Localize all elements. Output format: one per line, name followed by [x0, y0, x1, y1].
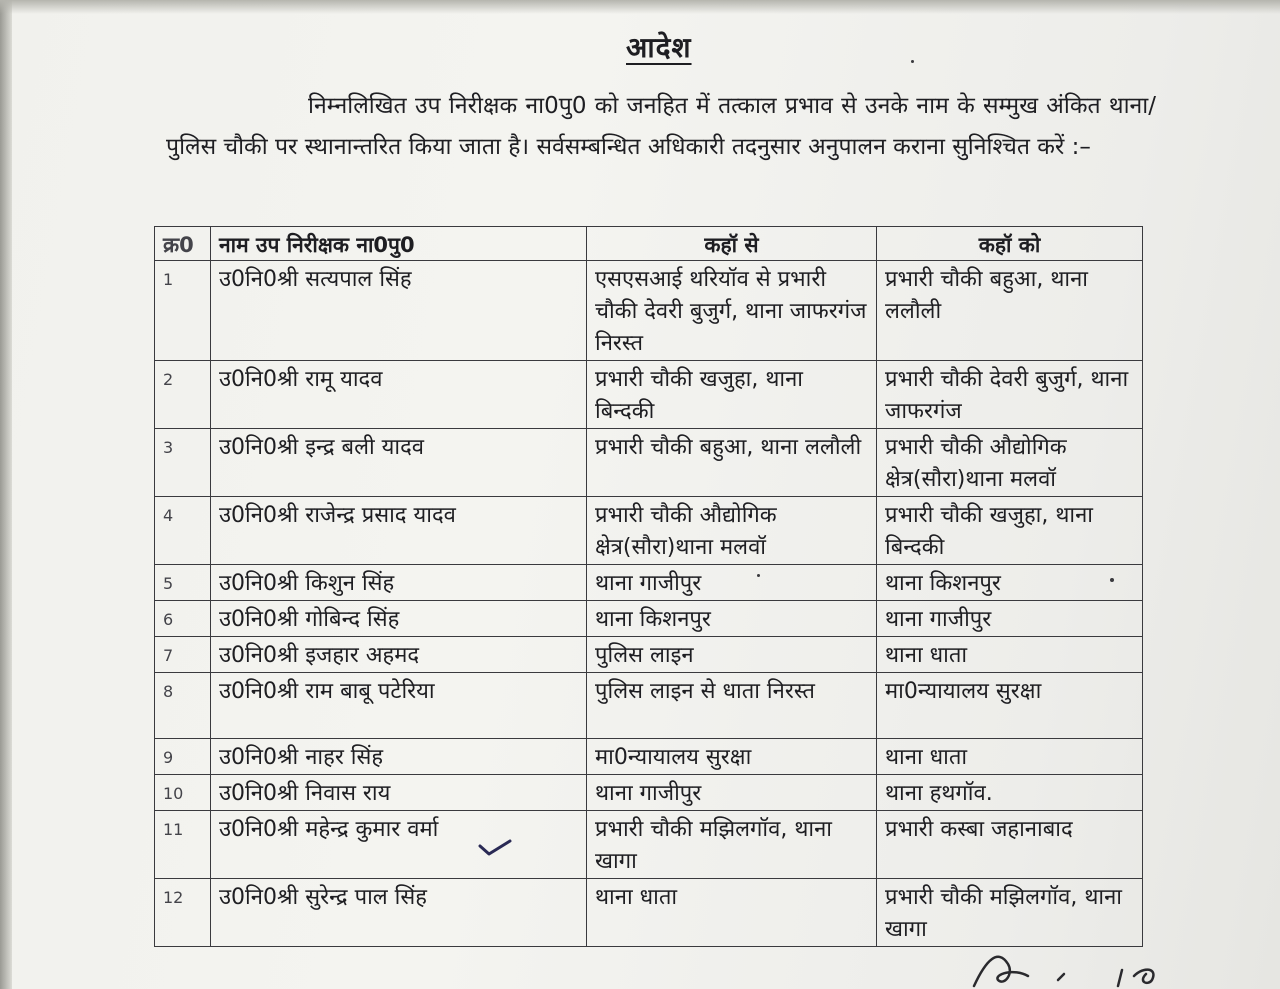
ink-speck — [1110, 578, 1114, 582]
cell-from: थाना गाजीपुर — [587, 565, 877, 601]
cell-from: एसएसआई थरियॉव से प्रभारी चौकी देवरी बुजुर्ग, थाना जाफरगंज निरस्त — [587, 261, 877, 361]
cell-name: उ0नि0श्री गोबिन्द सिंह — [211, 601, 587, 637]
cell-name: उ0नि0श्री महेन्द्र कुमार वर्मा — [211, 811, 587, 879]
cell-name: उ0नि0श्री सत्यपाल सिंह — [211, 261, 587, 361]
table-row — [155, 775, 1143, 811]
cell-serial: 9 — [155, 739, 211, 775]
cell-from: मा0न्यायालय सुरक्षा — [587, 739, 877, 775]
transfer-table — [154, 226, 1143, 947]
header-name: नाम उप निरीक्षक ना0पु0 — [211, 227, 587, 261]
cell-name: उ0नि0श्री राजेन्द्र प्रसाद यादव — [211, 497, 587, 565]
cell-name: उ0नि0श्री किशुन सिंह — [211, 565, 587, 601]
cell-from: प्रभारी चौकी औद्योगिक क्षेत्र(सौरा)थाना मलवॉ — [587, 497, 877, 565]
header-from: कहॉ से — [587, 227, 877, 261]
table-row — [155, 361, 1143, 429]
cell-from: थाना गाजीपुर — [587, 775, 877, 811]
cell-to: थाना किशनपुर — [877, 565, 1143, 601]
cell-serial: 8 — [155, 673, 211, 739]
table-row — [155, 601, 1143, 637]
cell-from: पुलिस लाइन से धाता निरस्त — [587, 673, 877, 739]
cell-from: थाना किशनपुर — [587, 601, 877, 637]
ink-speck — [911, 60, 914, 63]
signature-scribble — [968, 940, 1178, 989]
cell-name: उ0नि0श्री इजहार अहमद — [211, 637, 587, 673]
cell-from: प्रभारी चौकी मझिलगॉव, थाना खागा — [587, 811, 877, 879]
table-header-row — [155, 227, 1143, 261]
cell-name: उ0नि0श्री इन्द्र बली यादव — [211, 429, 587, 497]
header-serial: क्र0 — [155, 227, 211, 261]
cell-from: प्रभारी चौकी खजुहा, थाना बिन्दकी — [587, 361, 877, 429]
table-row — [155, 497, 1143, 565]
table-row — [155, 565, 1143, 601]
table-row — [155, 739, 1143, 775]
table-row — [155, 811, 1143, 879]
handwritten-tick-mark — [478, 838, 512, 858]
order-intro-paragraph: निम्नलिखित उप निरीक्षक ना0पु0 को जनहित में तत्काल प्रभाव से उनके नाम के सम्मुख अंकित थाना/पुलिस चौकी पर स्थानान्तरित किया जाता है। सर्वसम्बन्धित अधिकारी तदनुसार अनुपालन कराना सुनिश्चित करें :– — [166, 93, 1156, 160]
cell-name: उ0नि0श्री नाहर सिंह — [211, 739, 587, 775]
cell-name: उ0नि0श्री रामू यादव — [211, 361, 587, 429]
table-row — [155, 261, 1143, 361]
cell-serial: 6 — [155, 601, 211, 637]
cell-name: उ0नि0श्री सुरेन्द्र पाल सिंह — [211, 879, 587, 947]
cell-name: उ0नि0श्री निवास राय — [211, 775, 587, 811]
cell-to: प्रभारी चौकी देवरी बुजुर्ग, थाना जाफरगंज — [877, 361, 1143, 429]
cell-to: मा0न्यायालय सुरक्षा — [877, 673, 1143, 739]
cell-to: थाना हथगॉव. — [877, 775, 1143, 811]
cell-serial: 10 — [155, 775, 211, 811]
table-row — [155, 429, 1143, 497]
cell-to: थाना गाजीपुर — [877, 601, 1143, 637]
cell-serial: 1 — [155, 261, 211, 361]
cell-from: प्रभारी चौकी बहुआ, थाना ललौली — [587, 429, 877, 497]
cell-name: उ0नि0श्री राम बाबू पटेरिया — [211, 673, 587, 739]
header-to: कहॉ को — [877, 227, 1143, 261]
cell-from: थाना धाता — [587, 879, 877, 947]
cell-serial: 5 — [155, 565, 211, 601]
page-fold-shadow — [0, 0, 12, 989]
cell-from: पुलिस लाइन — [587, 637, 877, 673]
table-row — [155, 673, 1143, 739]
cell-serial: 7 — [155, 637, 211, 673]
cell-serial: 11 — [155, 811, 211, 879]
cell-to: प्रभारी चौकी मझिलगॉव, थाना खागा — [877, 879, 1143, 947]
page-top-shadow — [0, 0, 1280, 14]
ink-speck — [757, 574, 760, 577]
cell-serial: 4 — [155, 497, 211, 565]
cell-serial: 2 — [155, 361, 211, 429]
cell-to: प्रभारी चौकी औद्योगिक क्षेत्र(सौरा)थाना मलवॉ — [877, 429, 1143, 497]
cell-to: प्रभारी कस्बा जहानाबाद — [877, 811, 1143, 879]
cell-serial: 3 — [155, 429, 211, 497]
cell-to: प्रभारी चौकी बहुआ, थाना ललौली — [877, 261, 1143, 361]
order-title: आदेश — [626, 31, 692, 64]
table-row — [155, 879, 1143, 947]
cell-to: थाना धाता — [877, 739, 1143, 775]
cell-to: थाना धाता — [877, 637, 1143, 673]
table-row — [155, 637, 1143, 673]
cell-to: प्रभारी चौकी खजुहा, थाना बिन्दकी — [877, 497, 1143, 565]
cell-serial: 12 — [155, 879, 211, 947]
